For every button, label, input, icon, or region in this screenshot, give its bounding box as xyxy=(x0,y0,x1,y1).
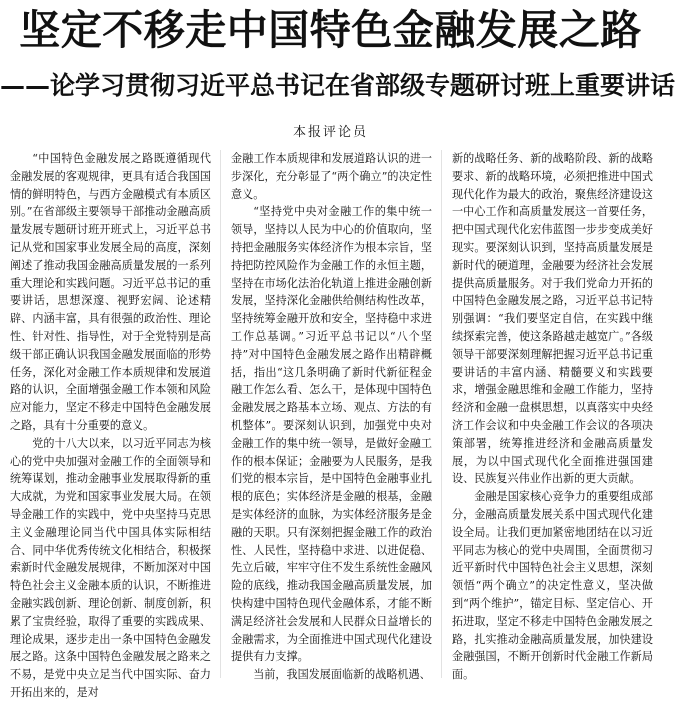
paragraph: 党的十八大以来，以习近平同志为核心的党中央加强对金融工作的全面领导和统筹谋划，推动金融事业发展取得新的重大成就，为党和国家事业发展大局。在领导金融工作的实践中，党中央坚持马克思主义金融理论同当代中国具体实际相结合、同中华优秀传统文化相结合，积极探索新时代金融发展规律，不断加深对中国特色社会主义金融本质的认识，不断推进金融实践创新、理论创新、制度创新，积累了宝贵经验，取得了重要的实践成果、理论成果，逐步走出一条中国特色金融发展之路。这条中国特色金融发展之路来之不易，是党中央立足当代中国实际、奋力开拓出来的，是对 xyxy=(10,436,211,699)
paragraph-continued: 金融工作本质规律和发展道路认识的进一步深化，充分彰显了“两个确立”的决定性意义。 xyxy=(231,152,432,201)
article-headline: 坚定不移走中国特色金融发展之路 xyxy=(19,6,642,54)
paragraph: “中国特色金融发展之路既遵循现代金融发展的客观规律，更具有适合我国国情的鲜明特色，与西方金融模式有本质区别。”在省部级主要领导干部推动金融高质量发展专题研讨班开班式上，习近平总书记从党和国家事业发展全局的高度，深刻阐述了推动我国金融高质量发展的一系列重大理论和实践问题。习近平总书记的重要讲话，思想深邃、视野宏阔、论述精辟、内涵丰富，具有很强的政治性、理论性、针对性、指导性，对于全党特别是高级干部正确认识我国金融发展面临的形势任务，深化对金融工作本质规律和发展道路的认识，全面增强金融工作本领和风险应对能力，坚定不移走中国特色金融发展之路，具有十分重要的意义。 xyxy=(10,152,211,432)
article-subtitle: ——论学习贯彻习近平总书记在省部级专题研讨班上重要讲话 xyxy=(0,71,675,100)
paragraph: 金融是国家核心竞争力的重要组成部分，金融高质量发展关系中国式现代化建设全局。让我们更加紧密地团结在以习近平同志为核心的党中央周围，全面贯彻习近平新时代中国特色社会主义思想，深刻领悟“两个确立”的决定性意义，坚决做到“两个维护”，锚定目标、坚定信心、开拓进取，坚定不移走中国特色金融发展之路，扎实推动金融高质量发展，加快建设金融强国，不断开创新时代金融工作新局面。 xyxy=(452,490,653,682)
article-byline: 本报评论员 xyxy=(292,125,368,140)
paragraph: “坚持党中央对金融工作的集中统一领导，坚持以人民为中心的价值取向，坚持把金融服务实体经济作为根本宗旨，坚持把防控风险作为金融工作的永恒主题，坚持在市场化法治化轨道上推进金融创新发展，坚持深化金融供给侧结构性改革，坚持统筹金融开放和安全，坚持稳中求进工作总基调。”习近平总书记以“八个坚持”对中国特色金融发展之路作出精辟概括，指出“这几条明确了新时代新征程金融工作怎么看、怎么干，是体现中国特色金融发展之路基本立场、观点、方法的有机整体”。要深刻认识到，加强党中央对金融工作的集中统一领导，是做好金融工作的根本保证；金融要为人民服务，是我们党的根本宗旨，是中国特色金融事业扎根的底色；实体经济是金融的根基，金融是实体经济的血脉，为实体经济服务是金融的天职。只有深刻把握金融工作的政治性、人民性，坚持稳中求进、以进促稳、先立后破，牢牢守住不发生系统性金融风险的底线，推动我国金融高质量发展，加快构建中国特色现代金融体系，才能不断满足经济社会发展和人民群众日益增长的金融需求，为全面推进中国式现代化建设提供有力支撑。 xyxy=(231,205,432,664)
paragraph-continued: 新的战略任务、新的战略阶段、新的战略要求、新的战略环境，必须把推进中国式现代化作为最大的政治，聚焦经济建设这一中心工作和高质量发展这一首要任务，把中国式现代化宏伟蓝图一步步变成美好现实。要深刻认识到，坚持高质量发展是新时代的硬道理，金融要为经济社会发展提供高质量服务。对于我们党命力开拓的中国特色金融发展之路，习近平总书记特别强调：“我们要坚定自信，在实践中继续探索完善，使这条路越走越宽广。”各级领导干部要深刻理解把握习近平总书记重要讲话的丰富内涵、精髓要义和实践要求，增强金融思维和金融工作能力，坚持经济和金融一盘棋思想，以真落实中央经济工作会议和中央金融工作会议的各项决策部署，统筹推进经济和金融高质量发展，为以中国式现代化全面推进强国建设、民族复兴伟业作出新的更大贡献。 xyxy=(452,152,653,486)
text-column-3 xyxy=(452,150,653,680)
text-column-1 xyxy=(10,150,211,699)
column-divider xyxy=(441,150,442,678)
column-divider xyxy=(220,150,221,678)
text-column-2 xyxy=(231,150,432,680)
paragraph: 当前，我国发展面临新的战略机遇、 xyxy=(253,668,431,682)
